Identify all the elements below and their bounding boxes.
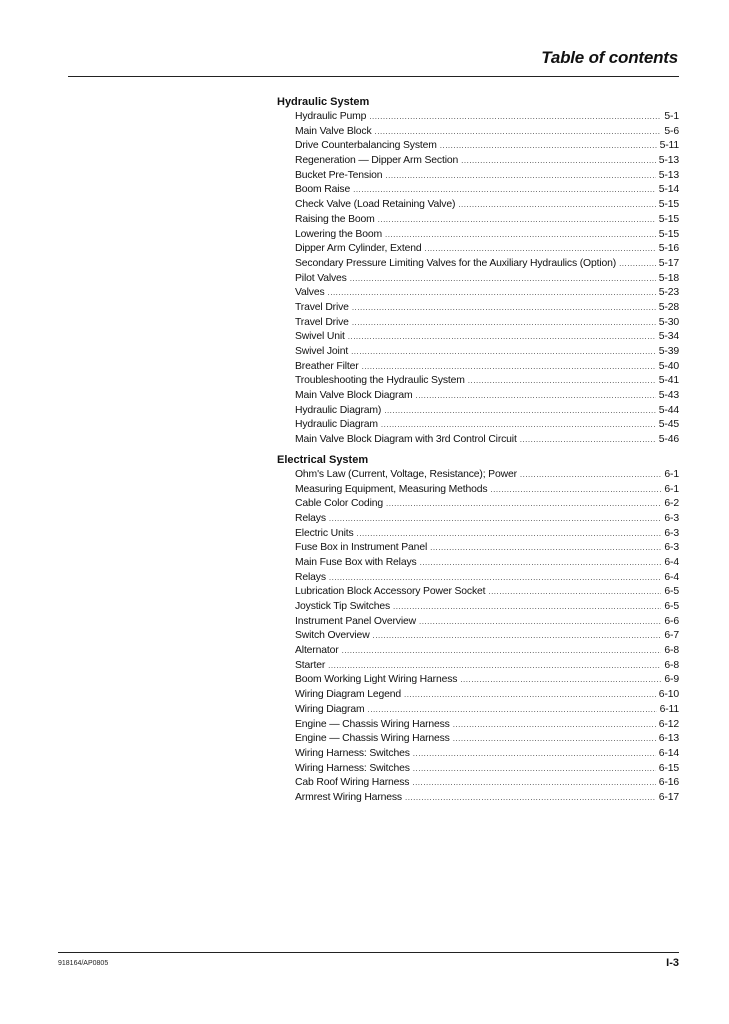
toc-entry-title: Travel Drive: [295, 301, 349, 313]
toc-entry-page: 5-15: [658, 213, 679, 225]
toc-entry-title: Cable Color Coding: [295, 498, 383, 510]
table-of-contents: [277, 95, 679, 811]
toc-entry-page: 6-2: [664, 498, 679, 510]
dot-leader: [351, 345, 656, 360]
dot-leader: [362, 360, 656, 375]
toc-entry-page: 5-46: [658, 434, 679, 446]
toc-entry-title: Check Valve (Load Retaining Valve): [295, 199, 456, 211]
toc-entry[interactable]: [277, 585, 679, 600]
toc-entry[interactable]: [277, 483, 679, 498]
toc-entry[interactable]: [277, 257, 679, 272]
toc-section: [277, 453, 679, 806]
dot-leader: [381, 418, 656, 433]
toc-entry-title: Regeneration — Dipper Arm Section: [295, 155, 459, 167]
toc-entry-title: Main Valve Block Diagram with 3rd Control Circuit: [295, 434, 517, 446]
toc-entry-page: 6-6: [664, 615, 679, 627]
toc-entry-title: Main Valve Block: [295, 125, 372, 137]
toc-entry-page: 5-18: [658, 272, 679, 284]
toc-entry-title: Wiring Diagram: [295, 703, 365, 715]
toc-entry[interactable]: [277, 389, 679, 404]
toc-entry-page: 5-11: [659, 140, 679, 152]
toc-entry-title: Lubrication Block Accessory Power Socket: [295, 586, 486, 598]
dot-leader: [378, 213, 656, 228]
toc-entry-page: 5-15: [658, 228, 679, 240]
toc-entry-page: 6-5: [664, 601, 679, 612]
toc-entry-page: 6-1: [664, 483, 679, 495]
toc-entry-page: 6-13: [658, 733, 679, 745]
dot-leader: [520, 468, 662, 483]
dot-leader: [342, 644, 662, 659]
toc-entry-page: 5-30: [658, 316, 679, 328]
toc-entry[interactable]: [277, 512, 679, 527]
dot-leader: [490, 483, 661, 498]
toc-entry[interactable]: [277, 198, 679, 213]
toc-entry-page: 6-3: [664, 542, 679, 554]
toc-entry[interactable]: [277, 497, 679, 512]
toc-entry[interactable]: [277, 600, 679, 615]
toc-entry-page: 6-12: [658, 718, 679, 730]
toc-entry[interactable]: [277, 213, 679, 228]
toc-entry-page: 5-40: [658, 360, 679, 372]
footer-rule: [58, 952, 679, 953]
toc-entry-title: Relays: [295, 571, 326, 583]
toc-entry-title: Main Fuse Box with Relays: [295, 556, 417, 568]
toc-entry-title: Hydraulic Diagram): [295, 404, 382, 416]
toc-entry-title: Secondary Pressure Limiting Valves for the Auxiliary Hydraulics (Option): [295, 257, 617, 269]
toc-entry[interactable]: [277, 418, 679, 433]
toc-entry-title: Lowering the Boom: [295, 228, 382, 240]
toc-entry-page: 6-7: [664, 630, 679, 642]
footer-page-number: I-3: [666, 957, 679, 969]
toc-entry-title: Hydraulic Diagram: [295, 419, 378, 431]
toc-entry-title: Drive Counterbalancing System: [295, 140, 437, 152]
toc-entry-title: Breather Filter: [295, 360, 359, 372]
dot-leader: [353, 183, 656, 198]
dot-leader: [375, 125, 662, 140]
toc-entry[interactable]: [277, 154, 679, 169]
dot-leader: [453, 732, 656, 747]
toc-entry-page: 6-5: [664, 586, 679, 598]
toc-entry-title: Wiring Diagram Legend: [295, 689, 402, 701]
dot-leader: [350, 272, 656, 287]
toc-entry-page: 5-13: [658, 169, 679, 181]
dot-leader: [385, 228, 656, 243]
toc-entry-title: Starter: [295, 659, 326, 671]
toc-entry-page: 6-11: [659, 703, 679, 715]
dot-leader: [352, 316, 656, 331]
toc-entry-page: 6-10: [658, 689, 679, 701]
toc-entry-page: 6-3: [664, 527, 679, 539]
dot-leader: [384, 404, 656, 419]
toc-entry[interactable]: [277, 330, 679, 345]
toc-entry-title: Swivel Unit: [295, 331, 345, 343]
toc-entry-title: Cab Roof Wiring Harness: [295, 777, 410, 789]
dot-leader: [373, 629, 662, 644]
toc-entry-page: 5-41: [658, 375, 679, 387]
toc-section: [277, 95, 679, 448]
toc-entry[interactable]: [277, 272, 679, 287]
dot-leader: [413, 762, 656, 777]
toc-entry-title: Instrument Panel Overview: [295, 615, 416, 627]
dot-leader: [458, 198, 656, 213]
toc-entry-page: 6-14: [658, 747, 679, 759]
toc-entry[interactable]: [277, 345, 679, 360]
toc-entry-title: Relays: [295, 512, 326, 524]
toc-entry-title: Dipper Arm Cylinder, Extend: [295, 243, 422, 255]
dot-leader: [348, 330, 656, 345]
toc-entry[interactable]: [277, 791, 679, 806]
dot-leader: [453, 718, 656, 733]
toc-entry-page: 6-17: [658, 791, 679, 803]
toc-entry-title: Fuse Box in Instrument Panel: [295, 542, 428, 554]
toc-entry-page: 5-1: [664, 111, 679, 122]
toc-entry-title: Valves: [295, 287, 325, 299]
toc-entry[interactable]: [277, 718, 679, 733]
toc-entry-title: Wiring Harness: Switches: [295, 747, 410, 759]
toc-entry-title: Ohm's Law (Current, Voltage, Resistance); Power: [295, 468, 517, 480]
dot-leader: [393, 600, 661, 615]
toc-entry-title: Engine — Chassis Wiring Harness: [295, 733, 450, 745]
section-heading: Hydraulic System: [277, 96, 370, 108]
toc-entry-page: 5-43: [658, 390, 679, 402]
toc-entry[interactable]: [277, 659, 679, 674]
toc-entry-page: 5-39: [658, 346, 679, 357]
dot-leader: [413, 747, 656, 762]
toc-entry-title: Switch Overview: [295, 630, 370, 642]
toc-entry-page: 6-8: [664, 645, 679, 657]
toc-entry[interactable]: [277, 110, 679, 125]
toc-entry[interactable]: [277, 541, 679, 556]
toc-entry[interactable]: [277, 732, 679, 747]
toc-entry-title: Travel Drive: [295, 316, 349, 328]
toc-entry[interactable]: [277, 242, 679, 257]
toc-entry-page: 6-1: [664, 468, 679, 480]
toc-entry[interactable]: [277, 615, 679, 630]
toc-entry[interactable]: [277, 433, 679, 448]
toc-entry[interactable]: [277, 747, 679, 762]
dot-leader: [460, 673, 661, 688]
toc-entry[interactable]: [277, 644, 679, 659]
toc-entry-title: Main Valve Block Diagram: [295, 390, 413, 402]
toc-entry-title: Boom Working Light Wiring Harness: [295, 674, 458, 686]
dot-leader: [420, 556, 662, 571]
toc-entry[interactable]: [277, 139, 679, 154]
page-header-title: Table of contents: [541, 48, 678, 67]
toc-entry[interactable]: [277, 286, 679, 301]
dot-leader: [488, 585, 661, 600]
toc-entry-page: 5-14: [658, 184, 679, 196]
toc-entry[interactable]: [277, 762, 679, 777]
toc-entry-title: Bucket Pre-Tension: [295, 169, 383, 181]
toc-entry[interactable]: [277, 169, 679, 184]
footer-doc-code: 918164/AP0805: [58, 960, 109, 967]
dot-leader: [619, 257, 656, 272]
dot-leader: [328, 659, 661, 674]
toc-entry[interactable]: [277, 301, 679, 316]
toc-entry-page: 6-9: [664, 674, 679, 686]
toc-entry-page: 5-17: [658, 257, 679, 269]
toc-entry-page: 5-28: [658, 301, 679, 313]
dot-leader: [404, 688, 656, 703]
toc-entry[interactable]: [277, 404, 679, 419]
toc-entry-page: 5-13: [658, 155, 679, 167]
dot-leader: [329, 512, 662, 527]
dot-leader: [461, 154, 656, 169]
toc-entry-title: Troubleshooting the Hydraulic System: [295, 375, 465, 387]
toc-entry-page: 6-8: [664, 659, 679, 671]
dot-leader: [440, 139, 657, 154]
toc-entry-title: Joystick Tip Switches: [295, 601, 391, 612]
dot-leader: [386, 497, 661, 512]
dot-leader: [520, 433, 656, 448]
toc-entry[interactable]: [277, 183, 679, 198]
toc-entry-page: 6-4: [664, 571, 679, 583]
toc-entry-page: 5-34: [658, 331, 679, 343]
toc-entry[interactable]: [277, 468, 679, 483]
header-rule: [68, 76, 679, 77]
toc-entry-title: Armrest Wiring Harness: [295, 791, 402, 803]
toc-entry-title: Pilot Valves: [295, 272, 347, 284]
toc-entry-page: 6-16: [658, 777, 679, 789]
toc-entry-page: 6-4: [664, 556, 679, 568]
dot-leader: [415, 389, 655, 404]
dot-leader: [385, 169, 655, 184]
toc-entry-title: Swivel Joint: [295, 346, 349, 357]
toc-entry-page: 5-15: [658, 199, 679, 211]
toc-entry-title: Alternator: [295, 645, 339, 657]
toc-entry[interactable]: [277, 228, 679, 243]
dot-leader: [352, 301, 656, 316]
dot-leader: [419, 615, 661, 630]
toc-entry[interactable]: [277, 703, 679, 718]
section-heading: Electrical System: [277, 453, 369, 466]
dot-leader: [368, 703, 657, 718]
toc-entry-title: Measuring Equipment, Measuring Methods: [295, 483, 488, 495]
toc-entry-page: 6-3: [664, 512, 679, 524]
toc-entry[interactable]: [277, 629, 679, 644]
toc-entry-title: Electric Units: [295, 527, 354, 539]
toc-entry-page: 5-23: [658, 287, 679, 299]
dot-leader: [424, 242, 655, 257]
toc-entry-page: 5-16: [658, 243, 679, 255]
toc-entry-page: 5-45: [658, 419, 679, 431]
toc-entry-page: 5-6: [664, 125, 679, 137]
toc-entry-title: Wiring Harness: Switches: [295, 762, 410, 774]
toc-entry[interactable]: [277, 571, 679, 586]
dot-leader: [369, 110, 661, 125]
toc-entry[interactable]: [277, 360, 679, 375]
toc-entry[interactable]: [277, 374, 679, 389]
toc-entry[interactable]: [277, 688, 679, 703]
dot-leader: [468, 374, 656, 389]
toc-entry-title: Hydraulic Pump: [295, 111, 367, 122]
dot-leader: [329, 571, 662, 586]
dot-leader: [357, 527, 662, 542]
dot-leader: [405, 791, 656, 806]
toc-entry-title: Engine — Chassis Wiring Harness: [295, 718, 450, 730]
toc-entry[interactable]: [277, 673, 679, 688]
toc-entry[interactable]: [277, 527, 679, 542]
toc-entry[interactable]: [277, 316, 679, 331]
toc-entry[interactable]: [277, 125, 679, 140]
toc-entry-title: Raising the Boom: [295, 213, 375, 225]
toc-entry[interactable]: [277, 776, 679, 791]
dot-leader: [328, 286, 656, 301]
toc-entry[interactable]: [277, 556, 679, 571]
dot-leader: [430, 541, 661, 556]
toc-entry-page: 6-15: [658, 762, 679, 774]
toc-entry-page: 5-44: [658, 404, 679, 416]
toc-entry-title: Boom Raise: [295, 184, 351, 196]
dot-leader: [412, 776, 655, 791]
